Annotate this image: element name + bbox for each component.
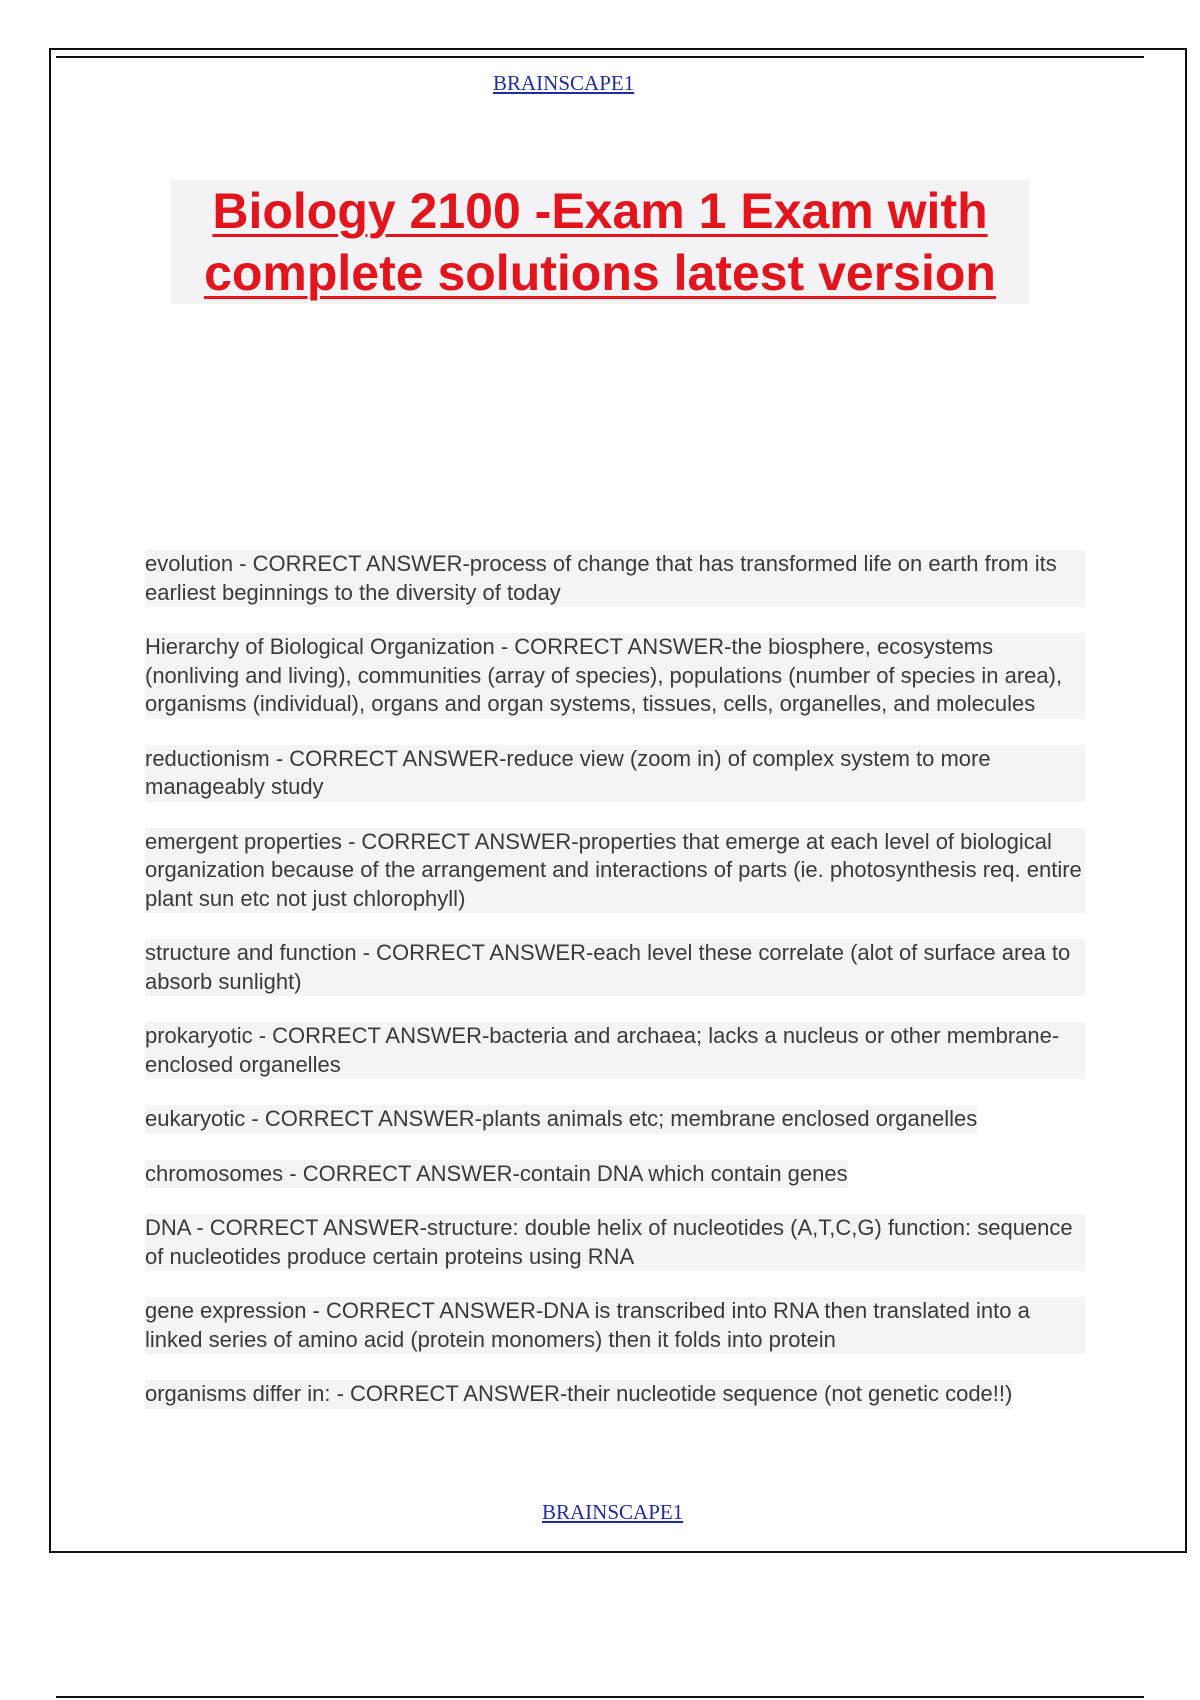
- qa-entry-gene-expression: gene expression - CORRECT ANSWER-DNA is transcribed into RNA then translated into a linked series of amino acid (protein monomers) then it folds into protein: [145, 1297, 1085, 1354]
- qa-entry-organisms-differ: organisms differ in: - CORRECT ANSWER-their nucleotide sequence (not genetic code!!): [145, 1380, 1012, 1409]
- qa-entry-evolution: evolution - CORRECT ANSWER-process of change that has transformed life on earth from its earliest beginnings to the diversity of today: [145, 550, 1085, 607]
- qa-entry-eukaryotic: eukaryotic - CORRECT ANSWER-plants animals etc; membrane enclosed organelles: [145, 1105, 977, 1134]
- qa-entry-structure-function: structure and function - CORRECT ANSWER-each level these correlate (alot of surface area to absorb sunlight): [145, 939, 1085, 996]
- header-brainscape-link[interactable]: BRAINSCAPE1: [493, 71, 635, 95]
- page-title-line-1: Biology 2100 -Exam 1 Exam with: [170, 180, 1030, 242]
- qa-entry-dna: DNA - CORRECT ANSWER-structure: double helix of nucleotides (A,T,C,G) function: sequence of nucleotides produce certain proteins using RNA: [145, 1214, 1085, 1271]
- qa-entry-chromosomes: chromosomes - CORRECT ANSWER-contain DNA which contain genes: [145, 1160, 848, 1189]
- qa-entry-reductionism: reductionism - CORRECT ANSWER-reduce view (zoom in) of complex system to more manageably study: [145, 745, 1085, 802]
- qa-list: [145, 550, 1085, 1435]
- bottom-divider: [56, 1696, 1144, 1698]
- footer-brainscape-link[interactable]: BRAINSCAPE1: [542, 1500, 684, 1524]
- qa-entry-emergent-properties: emergent properties - CORRECT ANSWER-properties that emerge at each level of biological organization because of the arrangement and interactions of parts (ie. photosynthesis req. entire plant sun etc not just chlorophyll): [145, 828, 1085, 914]
- qa-entry-prokaryotic: prokaryotic - CORRECT ANSWER-bacteria and archaea; lacks a nucleus or other membrane-enclosed organelles: [145, 1022, 1085, 1079]
- page-title-line-2: complete solutions latest version: [170, 242, 1030, 304]
- page-title: [170, 180, 1030, 304]
- qa-entry-hierarchy: Hierarchy of Biological Organization - CORRECT ANSWER-the biosphere, ecosystems (nonliving and living), communities (array of species), populations (number of species in area), organisms (individual), organs and organ systems, tissues, cells, organelles, and molecules: [145, 633, 1085, 719]
